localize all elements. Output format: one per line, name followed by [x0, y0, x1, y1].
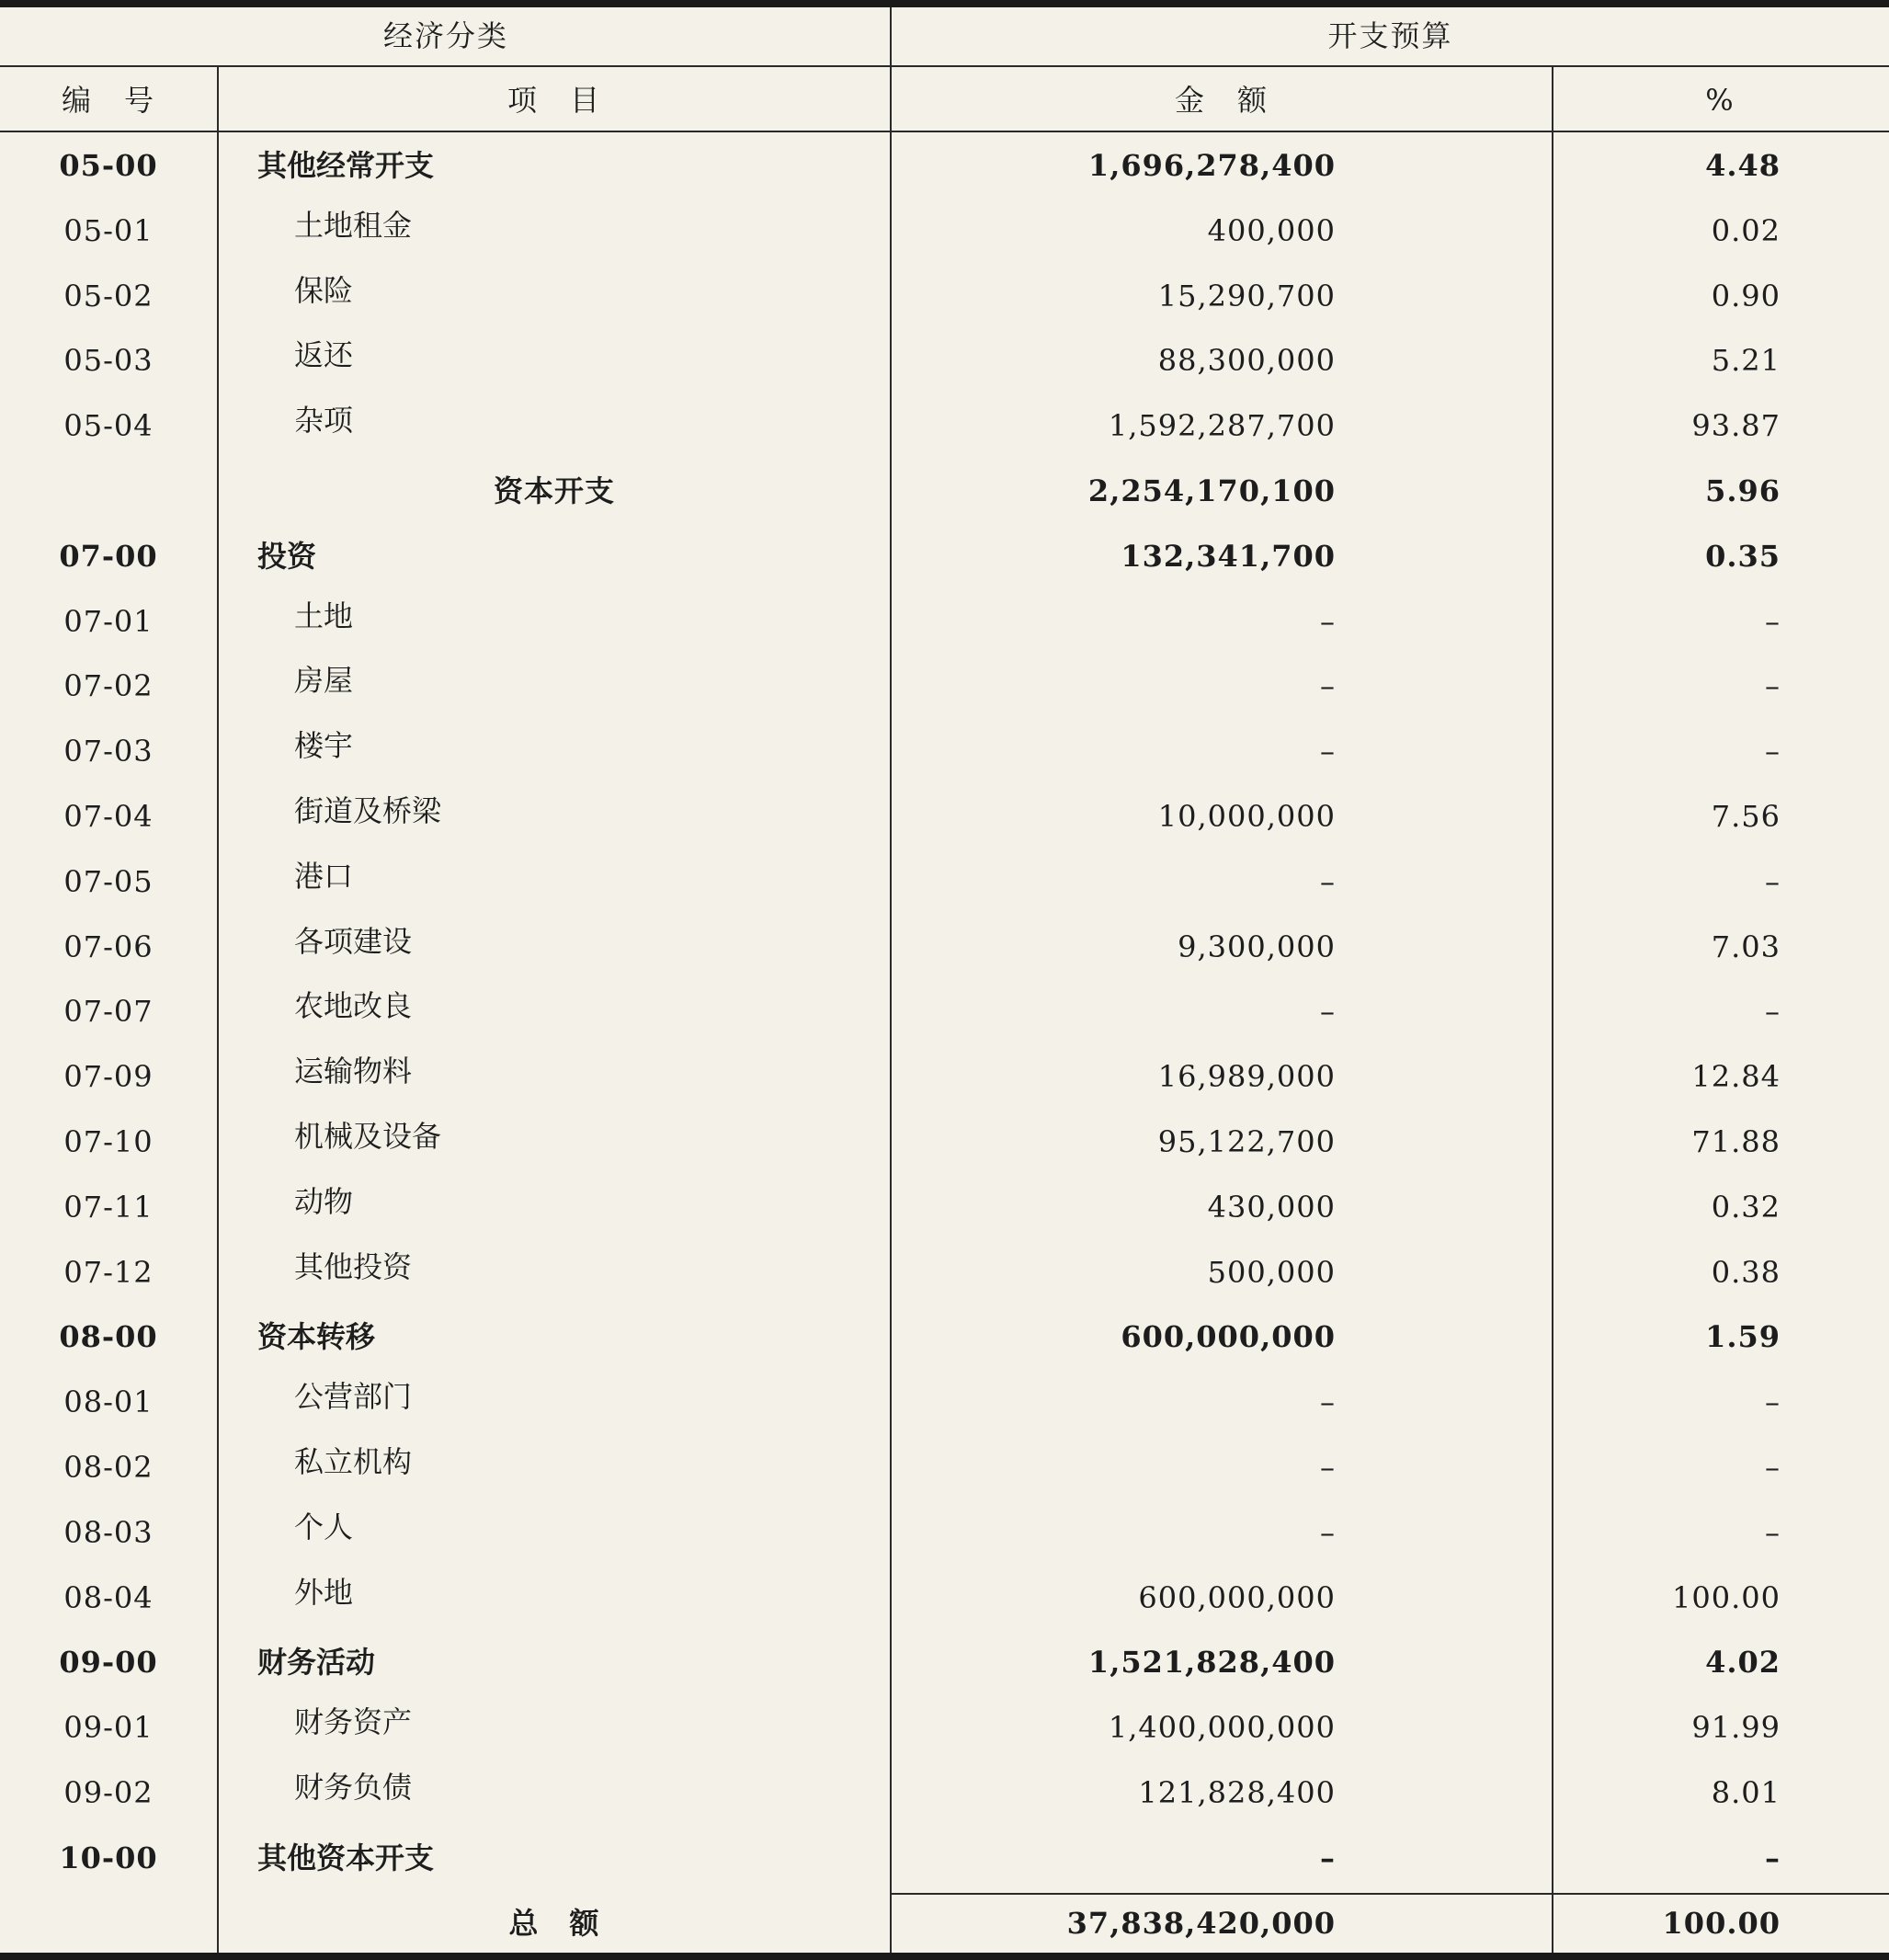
row-amount: 1,696,278,400: [1087, 148, 1336, 183]
row-item-name: 返还: [294, 337, 354, 372]
row-amount: –: [1320, 604, 1336, 639]
row-amount: 500,000: [1207, 1255, 1336, 1290]
row-item-name: 财务活动: [257, 1645, 376, 1680]
row-percent: 71.88: [1691, 1124, 1781, 1159]
row-percent: –: [1765, 604, 1781, 639]
row-amount: –: [1320, 1450, 1336, 1485]
row-item-name: 财务负债: [294, 1770, 413, 1805]
row-percent: 7.56: [1711, 799, 1781, 834]
row-code: 10-00: [59, 1840, 158, 1875]
row-amount: –: [1320, 1840, 1336, 1875]
row-code: 07-10: [63, 1124, 154, 1159]
row-item-name: 公营部门: [294, 1379, 413, 1414]
row-amount: 16,989,000: [1157, 1059, 1336, 1094]
row-code: 07-04: [63, 799, 154, 834]
row-amount: 400,000: [1207, 213, 1336, 248]
row-percent: –: [1765, 1515, 1781, 1550]
row-percent: 0.32: [1711, 1190, 1781, 1225]
table-bottom-rule: [0, 1953, 1889, 1960]
row-item-name: 运输物料: [294, 1054, 413, 1088]
row-code: 09-01: [63, 1710, 154, 1745]
row-percent: –: [1765, 734, 1781, 769]
row-code: 07-12: [63, 1255, 154, 1290]
row-code: 05-01: [63, 213, 154, 248]
header-economic-class: 经济分类: [382, 18, 508, 53]
row-percent: –: [1765, 1840, 1781, 1875]
header-item: 项 目: [506, 83, 601, 118]
row-code: 05-04: [63, 408, 154, 443]
row-item-name: 各项建设: [294, 924, 413, 959]
row-code: 08-01: [63, 1385, 154, 1419]
row-amount: 95,122,700: [1157, 1124, 1336, 1159]
row-percent: 8.01: [1711, 1775, 1781, 1810]
row-amount: –: [1320, 734, 1336, 769]
row-amount: 9,300,000: [1178, 929, 1336, 964]
row-amount: 600,000,000: [1121, 1319, 1336, 1354]
row-code: 08-03: [63, 1515, 154, 1550]
row-item-name: 投资: [257, 539, 317, 574]
total-label: 总 额: [508, 1906, 600, 1941]
row-percent: 1.59: [1705, 1319, 1781, 1354]
row-percent: 4.02: [1705, 1645, 1781, 1680]
row-percent: –: [1765, 668, 1781, 703]
row-code: 07-06: [63, 929, 154, 964]
row-item-name: 资本转移: [257, 1319, 376, 1354]
row-code: 07-03: [63, 734, 154, 769]
row-amount: 1,521,828,400: [1087, 1645, 1336, 1680]
row-amount: –: [1320, 1515, 1336, 1550]
row-item-name: 其他投资: [294, 1249, 413, 1284]
row-item-name: 机械及设备: [294, 1119, 442, 1154]
row-percent: 91.99: [1691, 1710, 1781, 1745]
row-percent: –: [1765, 864, 1781, 899]
header-percent: %: [1705, 83, 1735, 118]
total-amount: 37,838,420,000: [1066, 1906, 1336, 1941]
col-line-code: [217, 65, 219, 1953]
row-code: 08-02: [63, 1450, 154, 1485]
row-amount: 88,300,000: [1157, 343, 1336, 378]
row-code: 05-00: [59, 148, 158, 183]
row-item-name: 街道及桥梁: [294, 793, 442, 828]
row-code: 07-00: [59, 539, 158, 574]
row-amount: –: [1320, 668, 1336, 703]
row-amount: –: [1320, 994, 1336, 1029]
row-item-name: 个人: [294, 1510, 354, 1544]
row-amount: 132,341,700: [1121, 539, 1336, 574]
row-item-name: 其他经常开支: [257, 148, 435, 183]
total-divider: [890, 1893, 1889, 1895]
row-percent: 0.35: [1705, 539, 1781, 574]
row-percent: –: [1765, 1385, 1781, 1419]
row-item-name: 农地改良: [294, 988, 413, 1023]
row-item-name: 房屋: [294, 663, 354, 698]
row-amount: 1,592,287,700: [1108, 408, 1336, 443]
row-item-name: 土地租金: [294, 208, 413, 243]
row-amount: 121,828,400: [1138, 1775, 1336, 1810]
row-item-name: 其他资本开支: [257, 1840, 435, 1875]
row-code: 07-05: [63, 864, 154, 899]
row-percent: 7.03: [1711, 929, 1781, 964]
row-amount: 600,000,000: [1138, 1580, 1336, 1615]
row-percent: 4.48: [1705, 148, 1781, 183]
row-item-name: 财务资产: [294, 1704, 413, 1739]
row-item-name: 私立机构: [294, 1444, 413, 1479]
row-item-name: 港口: [294, 859, 354, 894]
row-amount: 430,000: [1207, 1190, 1336, 1225]
row-amount: 1,400,000,000: [1108, 1710, 1336, 1745]
row-amount: 2,254,170,100: [1087, 473, 1336, 508]
row-code: 09-02: [63, 1775, 154, 1810]
row-item-name: 楼宇: [294, 728, 354, 763]
row-amount: 10,000,000: [1157, 799, 1336, 834]
row-percent: –: [1765, 994, 1781, 1029]
row-amount: 15,290,700: [1157, 279, 1336, 313]
row-code: 08-04: [63, 1580, 154, 1615]
row-percent: 12.84: [1691, 1059, 1781, 1094]
row-code: 09-00: [59, 1645, 158, 1680]
row-code: 08-00: [59, 1319, 158, 1354]
row-code: 07-07: [63, 994, 154, 1029]
header-code: 编 号: [61, 83, 155, 118]
row-code: 07-02: [63, 668, 154, 703]
row-item-name: 杂项: [294, 403, 354, 438]
row-amount: –: [1320, 864, 1336, 899]
row-item-name: 资本开支: [493, 473, 615, 508]
row-item-name: 外地: [294, 1575, 354, 1610]
row-code: 07-09: [63, 1059, 154, 1094]
row-percent: 0.02: [1711, 213, 1781, 248]
header-divider-2: [0, 131, 1889, 132]
row-percent: 0.38: [1711, 1255, 1781, 1290]
row-item-name: 土地: [294, 598, 354, 633]
header-budget: 开支预算: [1327, 18, 1453, 53]
row-percent: 5.21: [1711, 343, 1781, 378]
row-item-name: 保险: [294, 273, 354, 308]
row-percent: –: [1765, 1450, 1781, 1485]
row-item-name: 动物: [294, 1184, 354, 1219]
row-percent: 5.96: [1705, 473, 1781, 508]
row-percent: 100.00: [1672, 1580, 1781, 1615]
row-percent: 0.90: [1711, 279, 1781, 313]
row-code: 05-03: [63, 343, 154, 378]
table-top-rule: [0, 0, 1889, 7]
row-code: 07-11: [63, 1190, 154, 1225]
row-amount: –: [1320, 1385, 1336, 1419]
row-code: 07-01: [63, 604, 154, 639]
row-code: 05-02: [63, 279, 154, 313]
header-amount: 金 额: [1174, 83, 1269, 118]
header-divider-1: [0, 65, 1889, 67]
row-percent: 93.87: [1691, 408, 1781, 443]
total-percent: 100.00: [1662, 1906, 1781, 1941]
